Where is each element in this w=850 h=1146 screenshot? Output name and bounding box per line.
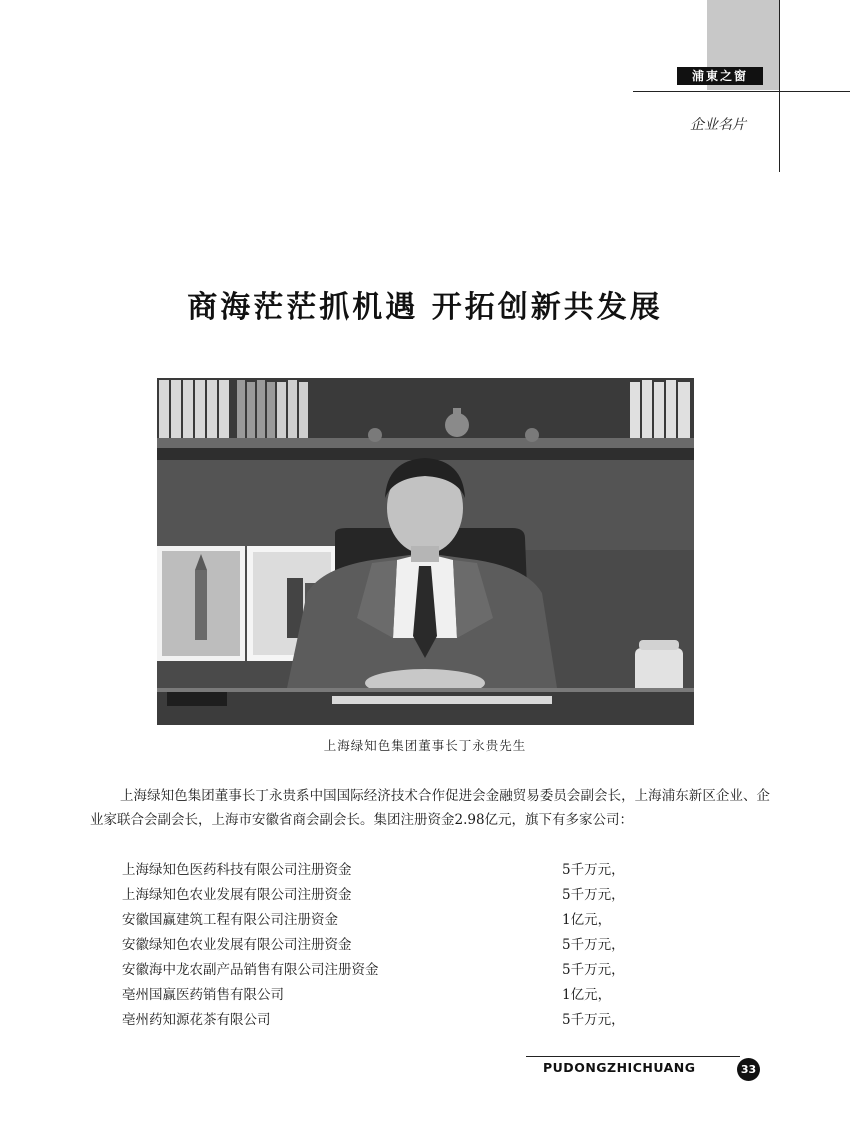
list-item [122, 883, 642, 908]
company-name: 安徽绿知色农业发展有限公司注册资金 [122, 937, 352, 953]
header-horizontal-rule [633, 91, 850, 92]
company-capital: 1亿元， [562, 987, 612, 1003]
list-item [122, 858, 642, 883]
company-capital: 5千万元， [562, 862, 625, 878]
list-item [122, 958, 642, 983]
footer-brand: PUDONGZHICHUANG [543, 1060, 696, 1075]
company-name: 安徽海中龙农副产品销售有限公司注册资金 [122, 962, 379, 978]
footer-rule [526, 1056, 740, 1057]
company-capital: 5千万元， [562, 1012, 625, 1028]
intro-paragraph: 上海绿知色集团董事长丁永贵系中国国际经济技术合作促进会金融贸易委员会副会长，上海浦东新区企业、企业家联合会副会长，上海市安徽省商会副会长。集团注册资金2.98亿元，旗下有多家公司： [90, 788, 770, 828]
chairman-photo [157, 378, 694, 725]
company-capital: 5千万元， [562, 962, 625, 978]
company-name: 安徽国赢建筑工程有限公司注册资金 [122, 912, 338, 928]
company-list [122, 858, 642, 1033]
list-item [122, 933, 642, 958]
company-capital: 5千万元， [562, 887, 625, 903]
list-item [122, 983, 642, 1008]
company-name: 亳州国赢医药销售有限公司 [122, 987, 284, 1003]
company-name: 上海绿知色医药科技有限公司注册资金 [122, 862, 352, 878]
section-label: 企业名片 [690, 117, 746, 133]
photo-caption: 上海绿知色集团董事长丁永贵先生 [323, 738, 527, 753]
header-vertical-rule [779, 0, 780, 172]
company-capital: 5千万元， [562, 937, 625, 953]
company-name: 亳州药知源花茶有限公司 [122, 1012, 271, 1028]
list-item [122, 908, 642, 933]
list-item [122, 1008, 642, 1033]
company-name: 上海绿知色农业发展有限公司注册资金 [122, 887, 352, 903]
page-number: 33 [737, 1058, 760, 1081]
article-title: 商海茫茫抓机遇 开拓创新共发展 [187, 290, 663, 325]
magazine-badge: 浦東之窗 [677, 67, 763, 85]
company-capital: 1亿元， [562, 912, 612, 928]
